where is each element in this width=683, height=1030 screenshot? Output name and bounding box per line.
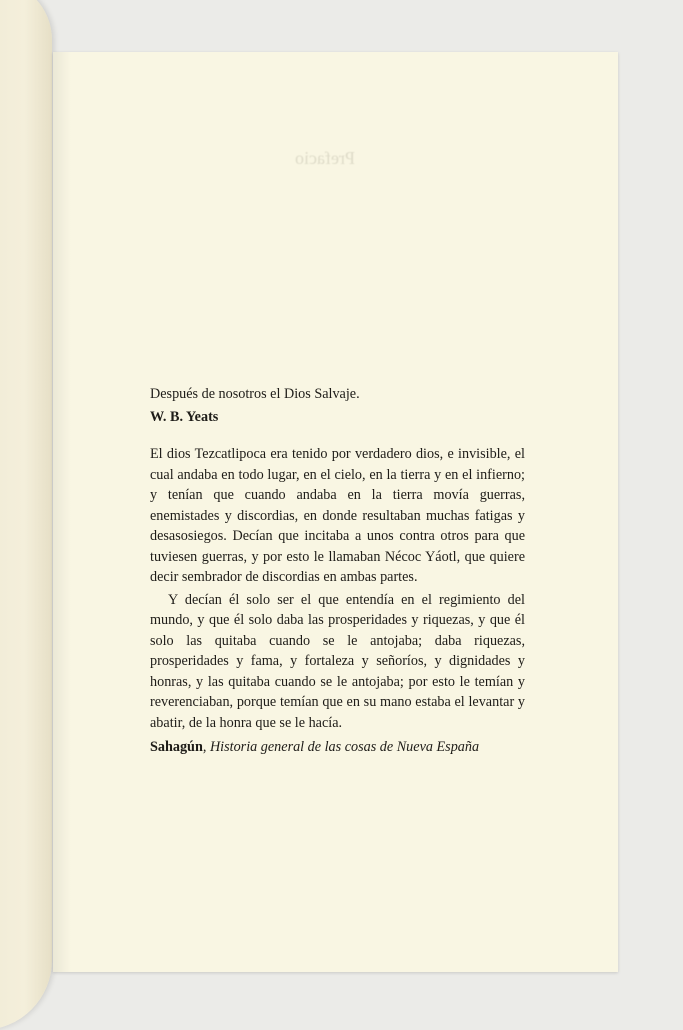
source-separator: , — [202, 739, 210, 755]
quotation — [150, 444, 525, 733]
quote-paragraph-1: El dios Tezcatlipoca era tenido por verdadero dios, e invisible, el cual andaba en todo lugar, en el cielo, en la tierra y en el infierno; y tenían que cuando andaba en la tierra movía guerras, enemistades y discordias, en donde resultaban muchas fatigas y desasosiegos. Decían que incitaba a unos contra otros para que tuviesen guerras, y por esto le llamaban Nécoc Yáotl, que quiere decir sembrador de discordias en ambas partes. — [150, 446, 525, 585]
epigraph-block — [150, 384, 525, 758]
facing-page-edge — [0, 0, 52, 1030]
epigraph-author: W. B. Yeats — [150, 408, 219, 425]
show-through-title: Prefacio — [295, 148, 355, 168]
quote-paragraph-2: Y decían él solo ser el que entendía en el regimiento del mundo, y que él solo daba las prosperidades y riquezas, y que él solo las quitaba cuando se le antojaba; daba riquezas, prosperidades y fama, y fortaleza y señoríos, y dignidades y honras, y las quitaba cuando se le antojaba; por esto le temían y reverenciaban, porque temían que en su mano estaba el levantar y abatir, de la honra que se le hacía. — [150, 591, 525, 731]
epigraph-text: Después de nosotros el Dios Salvaje. — [150, 386, 360, 402]
quote-source — [150, 737, 525, 758]
source-title: Historia general de las cosas de Nueva España — [209, 739, 480, 755]
gutter-shadow — [53, 52, 71, 972]
source-author: Sahagún — [150, 739, 203, 755]
